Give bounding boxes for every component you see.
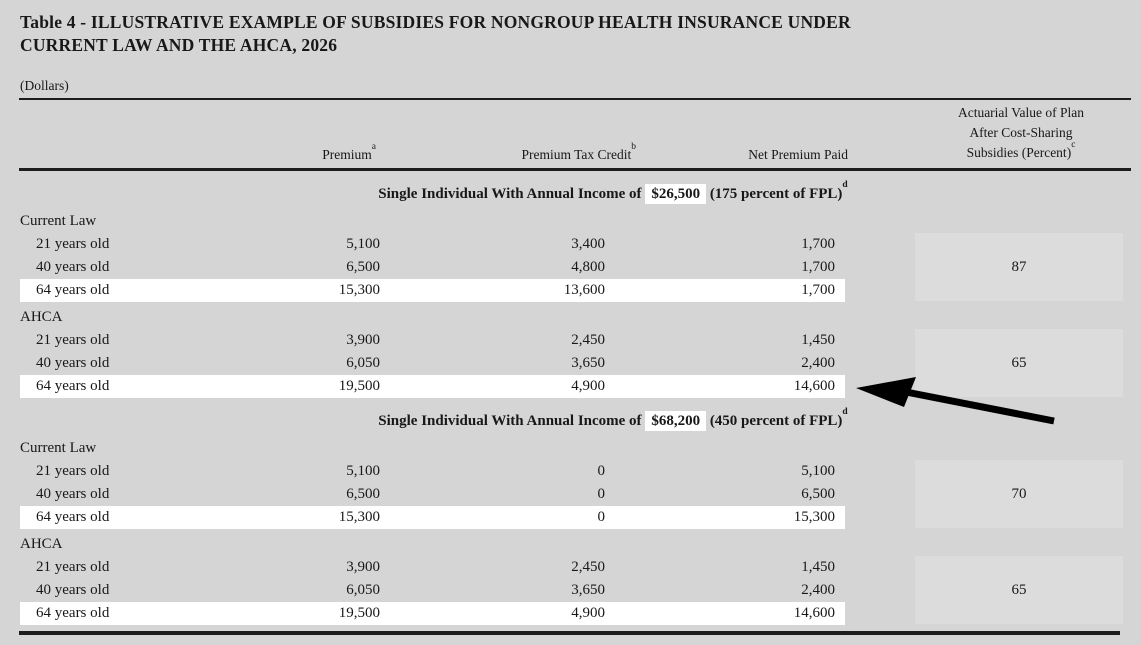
- net-premium-cell: 2,400: [801, 355, 835, 372]
- units-note: (Dollars): [20, 78, 69, 94]
- actuarial-value-box: 65: [915, 329, 1123, 397]
- footnote-marker-a: a: [371, 141, 376, 152]
- actuarial-column: [845, 533, 1141, 625]
- table-row: [20, 329, 845, 352]
- net-premium-cell: 5,100: [801, 463, 835, 480]
- table-row: [20, 352, 845, 375]
- tax-credit-cell: 0: [597, 463, 605, 480]
- row-label-cell: 64 years old: [36, 605, 110, 622]
- tax-credit-cell: 3,650: [571, 355, 605, 372]
- premium-cell: 6,500: [346, 486, 380, 503]
- tax-credit-cell: 3,650: [571, 582, 605, 599]
- col-header-premium-label: Premium: [322, 147, 372, 163]
- net-premium-cell: 14,600: [793, 378, 835, 395]
- group-label: AHCA: [20, 536, 63, 553]
- section-heading-prefix: Single Individual With Annual Income of: [378, 413, 646, 430]
- law-group: [0, 306, 1141, 398]
- income-section: [0, 407, 1141, 625]
- section-heading-prefix: Single Individual With Annual Income of: [378, 186, 646, 203]
- premium-cell: 3,900: [346, 332, 380, 349]
- tax-credit-cell: 4,900: [571, 378, 605, 395]
- premium-cell: 15,300: [338, 282, 380, 299]
- table-title: [0, 0, 1141, 57]
- col-header-tax-credit-label: Premium Tax Credit: [521, 147, 632, 163]
- actuarial-value-box: 70: [915, 460, 1123, 528]
- net-premium-cell: 2,400: [801, 582, 835, 599]
- tax-credit-cell: 0: [597, 509, 605, 526]
- law-group-rows: [0, 306, 845, 398]
- net-premium-cell: 6,500: [801, 486, 835, 503]
- actuarial-column: [845, 210, 1141, 302]
- premium-cell: 6,050: [346, 582, 380, 599]
- footnote-marker-b: b: [631, 141, 636, 152]
- actuarial-value-box: 87: [915, 233, 1123, 301]
- footnote-marker-d: d: [842, 407, 848, 418]
- section-heading-suffix: (175 percent of FPL): [706, 186, 843, 203]
- row-label-cell: 21 years old: [36, 236, 110, 253]
- actuarial-column: [845, 306, 1141, 398]
- row-label-cell: 40 years old: [36, 486, 110, 503]
- table-row: [20, 460, 845, 483]
- premium-cell: 6,050: [346, 355, 380, 372]
- tax-credit-cell: 4,800: [571, 259, 605, 276]
- footnote-marker-d: d: [842, 180, 848, 191]
- table-title-line1: Table 4 - ILLUSTRATIVE EXAMPLE OF SUBSIDIES FOR NONGROUP HEALTH INSURANCE UNDER: [20, 12, 851, 32]
- row-label-cell: 40 years old: [36, 259, 110, 276]
- col-header-tax-credit: [382, 141, 642, 163]
- group-label: AHCA: [20, 309, 63, 326]
- tax-credit-cell: 0: [597, 486, 605, 503]
- net-premium-cell: 1,700: [801, 282, 835, 299]
- law-group: [0, 533, 1141, 625]
- net-premium-cell: 14,600: [793, 605, 835, 622]
- col-header-premium: [300, 141, 382, 163]
- section-heading-highlight: $26,500: [645, 184, 706, 204]
- header-rule-bottom: [19, 168, 1131, 171]
- premium-cell: 15,300: [338, 509, 380, 526]
- law-group: [0, 437, 1141, 529]
- law-group-rows: [0, 437, 845, 529]
- col-header-net-premium: [642, 147, 854, 163]
- table-row: [20, 602, 845, 625]
- section-heading: [0, 180, 1141, 206]
- premium-cell: 3,900: [346, 559, 380, 576]
- row-label-cell: 64 years old: [36, 509, 110, 526]
- col-header-actuarial-line3-wrap: [921, 139, 1121, 163]
- net-premium-cell: 1,700: [801, 236, 835, 253]
- table-row: [20, 556, 845, 579]
- actuarial-column: [845, 437, 1141, 529]
- tax-credit-cell: 13,600: [563, 282, 605, 299]
- net-premium-cell: 1,450: [801, 559, 835, 576]
- actuarial-value-box: 65: [915, 556, 1123, 624]
- section-heading: [0, 407, 1141, 433]
- row-label-cell: 21 years old: [36, 559, 110, 576]
- tax-credit-cell: 2,450: [571, 332, 605, 349]
- net-premium-cell: 1,450: [801, 332, 835, 349]
- table-row: [20, 375, 845, 398]
- table-row: [20, 279, 845, 302]
- tax-credit-cell: 2,450: [571, 559, 605, 576]
- group-label: Current Law: [20, 440, 97, 457]
- row-label-cell: 40 years old: [36, 582, 110, 599]
- net-premium-cell: 1,700: [801, 259, 835, 276]
- col-header-net-premium-label: Net Premium Paid: [748, 147, 848, 163]
- tax-credit-cell: 4,900: [571, 605, 605, 622]
- premium-cell: 5,100: [346, 236, 380, 253]
- table-body: [0, 180, 1141, 625]
- footnote-marker-c: c: [1071, 139, 1076, 150]
- table-row: [20, 506, 845, 529]
- net-premium-cell: 15,300: [793, 509, 835, 526]
- section-heading-highlight: $68,200: [645, 411, 706, 431]
- premium-cell: 19,500: [338, 378, 380, 395]
- law-group-rows: [0, 533, 845, 625]
- group-label: Current Law: [20, 213, 97, 230]
- table-bottom-rule: [19, 631, 1120, 635]
- section-heading-suffix: (450 percent of FPL): [706, 413, 843, 430]
- row-label-cell: 64 years old: [36, 282, 110, 299]
- law-group: [0, 210, 1141, 302]
- tax-credit-cell: 3,400: [571, 236, 605, 253]
- row-label-cell: 21 years old: [36, 332, 110, 349]
- col-header-actuarial-line2: After Cost-Sharing: [969, 125, 1073, 141]
- row-label-cell: 64 years old: [36, 378, 110, 395]
- table-title-line2: CURRENT LAW AND THE AHCA, 2026: [20, 35, 338, 56]
- premium-cell: 6,500: [346, 259, 380, 276]
- law-group-rows: [0, 210, 845, 302]
- col-header-actuarial-line1: Actuarial Value of Plan: [957, 105, 1085, 121]
- premium-cell: 5,100: [346, 463, 380, 480]
- income-section: [0, 180, 1141, 398]
- column-header-row: [0, 100, 1141, 168]
- premium-cell: 19,500: [338, 605, 380, 622]
- table-row: [20, 483, 845, 506]
- col-header-actuarial: [921, 103, 1121, 163]
- table-row: [20, 579, 845, 602]
- table-row: [20, 256, 845, 279]
- row-label-cell: 21 years old: [36, 463, 110, 480]
- table-row: [20, 233, 845, 256]
- col-header-actuarial-line3: Subsidies (Percent): [966, 145, 1072, 161]
- row-label-cell: 40 years old: [36, 355, 110, 372]
